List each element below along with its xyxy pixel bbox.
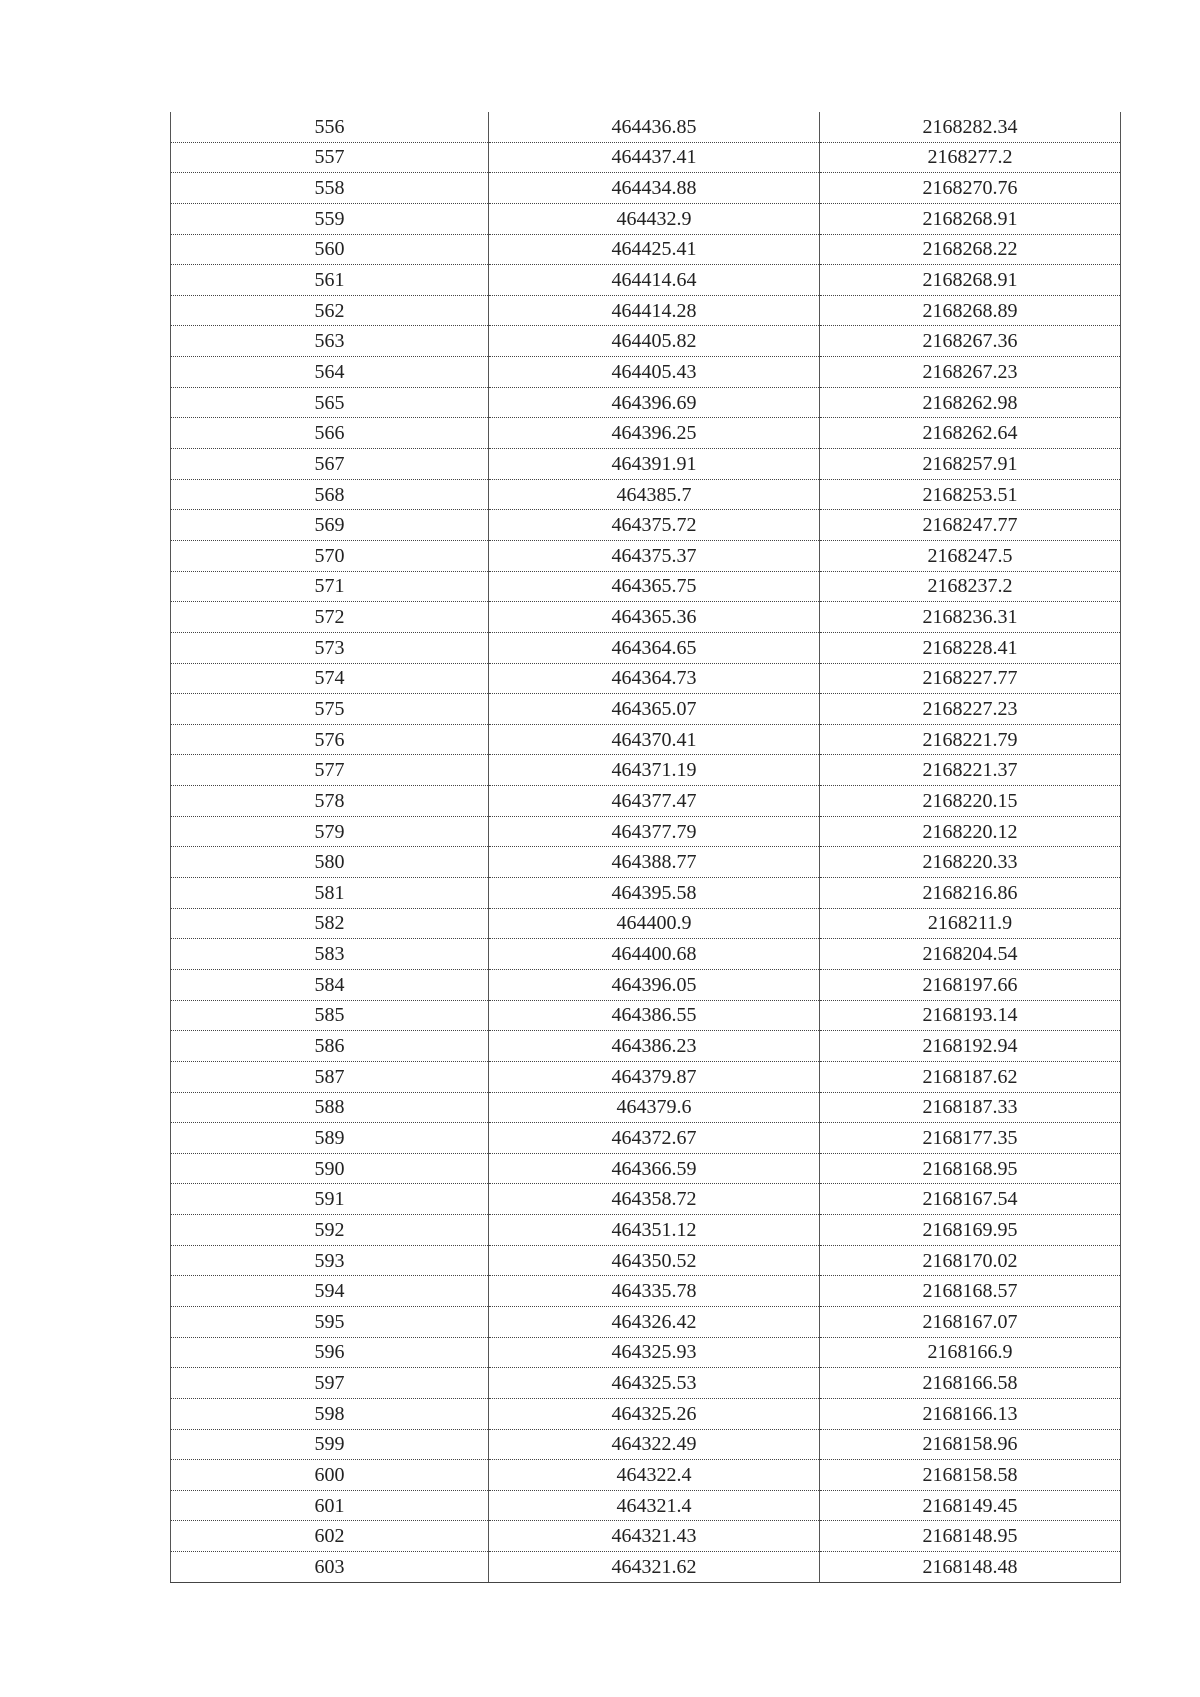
x-coordinate-cell: 464364.65: [489, 632, 820, 663]
point-number-cell: 556: [171, 112, 489, 142]
table-row: [171, 663, 1121, 694]
x-coordinate-cell: 464400.68: [489, 939, 820, 970]
y-coordinate-cell: 2168227.77: [820, 663, 1121, 694]
x-coordinate-cell: 464371.19: [489, 755, 820, 786]
x-coordinate-cell: 464364.73: [489, 663, 820, 694]
y-coordinate-cell: 2168166.58: [820, 1368, 1121, 1399]
table-row: [171, 1521, 1121, 1552]
table-row: [171, 112, 1121, 142]
point-number-cell: 598: [171, 1398, 489, 1429]
x-coordinate-cell: 464396.69: [489, 387, 820, 418]
y-coordinate-cell: 2168220.33: [820, 847, 1121, 878]
y-coordinate-cell: 2168187.33: [820, 1092, 1121, 1123]
table-row: [171, 1276, 1121, 1307]
y-coordinate-cell: 2168270.76: [820, 173, 1121, 204]
y-coordinate-cell: 2168167.54: [820, 1184, 1121, 1215]
x-coordinate-cell: 464375.37: [489, 540, 820, 571]
x-coordinate-cell: 464372.67: [489, 1123, 820, 1154]
table-row: [171, 449, 1121, 480]
y-coordinate-cell: 2168267.23: [820, 357, 1121, 388]
point-number-cell: 583: [171, 939, 489, 970]
point-number-cell: 592: [171, 1215, 489, 1246]
x-coordinate-cell: 464396.25: [489, 418, 820, 449]
y-coordinate-cell: 2168204.54: [820, 939, 1121, 970]
y-coordinate-cell: 2168237.2: [820, 571, 1121, 602]
table-row: [171, 1429, 1121, 1460]
x-coordinate-cell: 464388.77: [489, 847, 820, 878]
x-coordinate-cell: 464425.41: [489, 234, 820, 265]
point-number-cell: 589: [171, 1123, 489, 1154]
table-row: [171, 694, 1121, 725]
x-coordinate-cell: 464432.9: [489, 203, 820, 234]
point-number-cell: 576: [171, 724, 489, 755]
table-row: [171, 203, 1121, 234]
x-coordinate-cell: 464386.23: [489, 1031, 820, 1062]
table-row: [171, 234, 1121, 265]
point-number-cell: 577: [171, 755, 489, 786]
x-coordinate-cell: 464365.07: [489, 694, 820, 725]
y-coordinate-cell: 2168236.31: [820, 602, 1121, 633]
x-coordinate-cell: 464325.53: [489, 1368, 820, 1399]
table-row: [171, 1552, 1121, 1583]
point-number-cell: 601: [171, 1490, 489, 1521]
point-number-cell: 582: [171, 908, 489, 939]
point-number-cell: 600: [171, 1460, 489, 1491]
y-coordinate-cell: 2168169.95: [820, 1215, 1121, 1246]
y-coordinate-cell: 2168193.14: [820, 1000, 1121, 1031]
point-number-cell: 597: [171, 1368, 489, 1399]
y-coordinate-cell: 2168268.91: [820, 203, 1121, 234]
y-coordinate-cell: 2168168.57: [820, 1276, 1121, 1307]
table-row: [171, 418, 1121, 449]
y-coordinate-cell: 2168148.95: [820, 1521, 1121, 1552]
y-coordinate-cell: 2168192.94: [820, 1031, 1121, 1062]
y-coordinate-cell: 2168282.34: [820, 112, 1121, 142]
point-number-cell: 566: [171, 418, 489, 449]
point-number-cell: 562: [171, 295, 489, 326]
point-number-cell: 567: [171, 449, 489, 480]
table-row: [171, 1092, 1121, 1123]
y-coordinate-cell: 2168247.77: [820, 510, 1121, 541]
point-number-cell: 568: [171, 479, 489, 510]
point-number-cell: 570: [171, 540, 489, 571]
y-coordinate-cell: 2168267.36: [820, 326, 1121, 357]
y-coordinate-cell: 2168220.12: [820, 816, 1121, 847]
table-row: [171, 540, 1121, 571]
table-row: [171, 1061, 1121, 1092]
x-coordinate-cell: 464326.42: [489, 1306, 820, 1337]
point-number-cell: 580: [171, 847, 489, 878]
table-row: [171, 602, 1121, 633]
point-number-cell: 588: [171, 1092, 489, 1123]
x-coordinate-cell: 464379.87: [489, 1061, 820, 1092]
table-row: [171, 1215, 1121, 1246]
y-coordinate-cell: 2168168.95: [820, 1153, 1121, 1184]
x-coordinate-cell: 464414.28: [489, 295, 820, 326]
y-coordinate-cell: 2168177.35: [820, 1123, 1121, 1154]
table-row: [171, 1245, 1121, 1276]
table-row: [171, 755, 1121, 786]
y-coordinate-cell: 2168262.98: [820, 387, 1121, 418]
x-coordinate-cell: 464391.91: [489, 449, 820, 480]
y-coordinate-cell: 2168158.58: [820, 1460, 1121, 1491]
table-row: [171, 387, 1121, 418]
y-coordinate-cell: 2168247.5: [820, 540, 1121, 571]
x-coordinate-cell: 464377.79: [489, 816, 820, 847]
x-coordinate-cell: 464400.9: [489, 908, 820, 939]
y-coordinate-cell: 2168158.96: [820, 1429, 1121, 1460]
x-coordinate-cell: 464436.85: [489, 112, 820, 142]
y-coordinate-cell: 2168262.64: [820, 418, 1121, 449]
point-number-cell: 574: [171, 663, 489, 694]
point-number-cell: 557: [171, 142, 489, 173]
y-coordinate-cell: 2168220.15: [820, 786, 1121, 817]
coordinate-table-body: [171, 112, 1121, 1582]
table-row: [171, 969, 1121, 1000]
point-number-cell: 564: [171, 357, 489, 388]
table-row: [171, 173, 1121, 204]
point-number-cell: 587: [171, 1061, 489, 1092]
y-coordinate-cell: 2168148.48: [820, 1552, 1121, 1583]
table-row: [171, 1123, 1121, 1154]
point-number-cell: 563: [171, 326, 489, 357]
table-row: [171, 1398, 1121, 1429]
table-row: [171, 479, 1121, 510]
point-number-cell: 595: [171, 1306, 489, 1337]
y-coordinate-cell: 2168228.41: [820, 632, 1121, 663]
point-number-cell: 569: [171, 510, 489, 541]
x-coordinate-cell: 464366.59: [489, 1153, 820, 1184]
x-coordinate-cell: 464375.72: [489, 510, 820, 541]
table-row: [171, 357, 1121, 388]
table-row: [171, 878, 1121, 909]
x-coordinate-cell: 464322.49: [489, 1429, 820, 1460]
point-number-cell: 575: [171, 694, 489, 725]
point-number-cell: 591: [171, 1184, 489, 1215]
y-coordinate-cell: 2168253.51: [820, 479, 1121, 510]
point-number-cell: 586: [171, 1031, 489, 1062]
point-number-cell: 565: [171, 387, 489, 418]
point-number-cell: 593: [171, 1245, 489, 1276]
x-coordinate-cell: 464365.75: [489, 571, 820, 602]
y-coordinate-cell: 2168166.9: [820, 1337, 1121, 1368]
x-coordinate-cell: 464434.88: [489, 173, 820, 204]
y-coordinate-cell: 2168170.02: [820, 1245, 1121, 1276]
x-coordinate-cell: 464351.12: [489, 1215, 820, 1246]
point-number-cell: 584: [171, 969, 489, 1000]
point-number-cell: 579: [171, 816, 489, 847]
x-coordinate-cell: 464325.93: [489, 1337, 820, 1368]
y-coordinate-cell: 2168277.2: [820, 142, 1121, 173]
x-coordinate-cell: 464414.64: [489, 265, 820, 296]
point-number-cell: 561: [171, 265, 489, 296]
x-coordinate-cell: 464335.78: [489, 1276, 820, 1307]
y-coordinate-cell: 2168221.79: [820, 724, 1121, 755]
x-coordinate-cell: 464379.6: [489, 1092, 820, 1123]
table-row: [171, 816, 1121, 847]
x-coordinate-cell: 464437.41: [489, 142, 820, 173]
x-coordinate-cell: 464395.58: [489, 878, 820, 909]
y-coordinate-cell: 2168221.37: [820, 755, 1121, 786]
table-row: [171, 326, 1121, 357]
table-row: [171, 1184, 1121, 1215]
table-row: [171, 1460, 1121, 1491]
point-number-cell: 594: [171, 1276, 489, 1307]
table-row: [171, 142, 1121, 173]
table-row: [171, 786, 1121, 817]
y-coordinate-cell: 2168257.91: [820, 449, 1121, 480]
table-row: [171, 295, 1121, 326]
x-coordinate-cell: 464405.43: [489, 357, 820, 388]
x-coordinate-cell: 464322.4: [489, 1460, 820, 1491]
table-row: [171, 724, 1121, 755]
table-row: [171, 1490, 1121, 1521]
point-number-cell: 590: [171, 1153, 489, 1184]
table-row: [171, 510, 1121, 541]
point-number-cell: 596: [171, 1337, 489, 1368]
x-coordinate-cell: 464350.52: [489, 1245, 820, 1276]
x-coordinate-cell: 464405.82: [489, 326, 820, 357]
table-row: [171, 1306, 1121, 1337]
y-coordinate-cell: 2168216.86: [820, 878, 1121, 909]
y-coordinate-cell: 2168211.9: [820, 908, 1121, 939]
x-coordinate-cell: 464377.47: [489, 786, 820, 817]
x-coordinate-cell: 464321.43: [489, 1521, 820, 1552]
x-coordinate-cell: 464321.62: [489, 1552, 820, 1583]
x-coordinate-cell: 464370.41: [489, 724, 820, 755]
point-number-cell: 560: [171, 234, 489, 265]
table-row: [171, 847, 1121, 878]
x-coordinate-cell: 464321.4: [489, 1490, 820, 1521]
table-row: [171, 1337, 1121, 1368]
x-coordinate-cell: 464325.26: [489, 1398, 820, 1429]
point-number-cell: 599: [171, 1429, 489, 1460]
y-coordinate-cell: 2168268.91: [820, 265, 1121, 296]
table-row: [171, 939, 1121, 970]
x-coordinate-cell: 464396.05: [489, 969, 820, 1000]
y-coordinate-cell: 2168167.07: [820, 1306, 1121, 1337]
y-coordinate-cell: 2168187.62: [820, 1061, 1121, 1092]
y-coordinate-cell: 2168227.23: [820, 694, 1121, 725]
point-number-cell: 602: [171, 1521, 489, 1552]
point-number-cell: 578: [171, 786, 489, 817]
table-row: [171, 571, 1121, 602]
point-number-cell: 573: [171, 632, 489, 663]
x-coordinate-cell: 464365.36: [489, 602, 820, 633]
table-row: [171, 1153, 1121, 1184]
x-coordinate-cell: 464386.55: [489, 1000, 820, 1031]
y-coordinate-cell: 2168149.45: [820, 1490, 1121, 1521]
table-row: [171, 1368, 1121, 1399]
y-coordinate-cell: 2168166.13: [820, 1398, 1121, 1429]
table-row: [171, 1000, 1121, 1031]
table-row: [171, 265, 1121, 296]
y-coordinate-cell: 2168197.66: [820, 969, 1121, 1000]
x-coordinate-cell: 464358.72: [489, 1184, 820, 1215]
point-number-cell: 572: [171, 602, 489, 633]
point-number-cell: 585: [171, 1000, 489, 1031]
y-coordinate-cell: 2168268.22: [820, 234, 1121, 265]
table-row: [171, 1031, 1121, 1062]
table-row: [171, 632, 1121, 663]
y-coordinate-cell: 2168268.89: [820, 295, 1121, 326]
point-number-cell: 581: [171, 878, 489, 909]
table-row: [171, 908, 1121, 939]
point-number-cell: 558: [171, 173, 489, 204]
point-number-cell: 571: [171, 571, 489, 602]
point-number-cell: 559: [171, 203, 489, 234]
point-number-cell: 603: [171, 1552, 489, 1583]
x-coordinate-cell: 464385.7: [489, 479, 820, 510]
coordinate-table: [170, 112, 1121, 1583]
